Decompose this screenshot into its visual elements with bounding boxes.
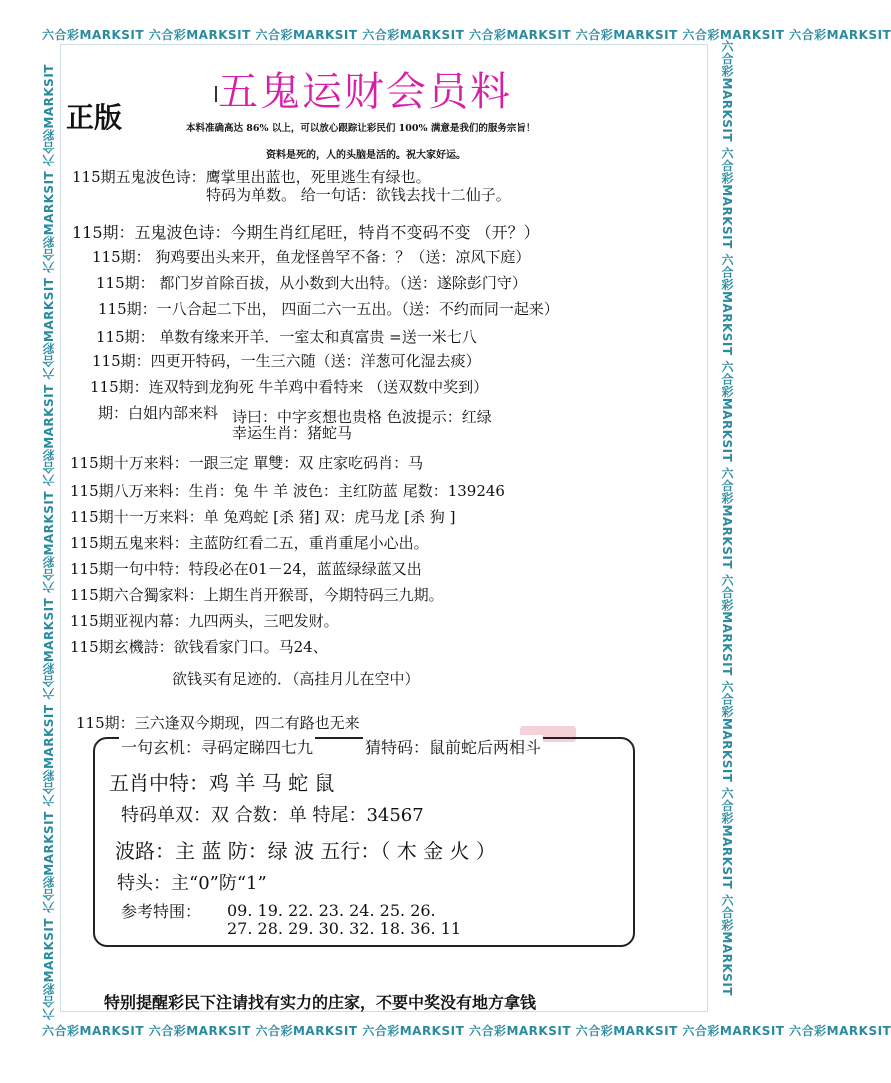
line-80k: 115期八万来料：生肖：兔 牛 羊 波色：主红防蓝 尾数：139246 [70,482,505,500]
box-five-zodiac: 五肖中特：鸡 羊 马 蛇 鼠 [109,771,335,795]
edition-label: 正版 [66,101,123,134]
box-wave: 波路：主 蓝 防：绿 波 五行：（ 木 金 火 ） [115,839,496,863]
line-exclusive: 115期六合獨家料：上期生肖开猴哥，今期特码三九期。 [70,586,444,604]
line-double: 115期：连双特到龙狗死 牛羊鸡中看特来 （送双数中奖到） [90,378,489,396]
line-mystic-poem: 115期玄機詩：欲钱看家门口。马24、 [70,638,328,656]
line-one-sentence: 115期一句中特：特段必在01－24，蓝蓝绿绿蓝又出 [70,560,422,578]
watermark-left: 六合彩MARKSIT 六合彩MARKSIT 六合彩MARKSIT 六合彩MARKSIT 六合彩MARKSIT 六合彩MARKSIT 六合彩MARKSIT 六合彩MARKSIT 六合彩MARKSIT [42,64,56,1020]
watermark-right: 六合彩MARKSIT 六合彩MARKSIT 六合彩MARKSIT 六合彩MARKSIT 六合彩MARKSIT 六合彩MARKSIT 六合彩MARKSIT 六合彩MARKSIT 六合彩MARKSIT [720,40,734,996]
line-capital: 115期： 都门岁首除百拔，从小数到大出特。（送：遂除彭门守） [96,274,527,292]
line-wave-poem-2: 115期：五鬼波色诗：今期生肖红尾旺，特肖不变码不变 （开？） [72,223,540,242]
page-title: 五鬼运财会员料 [218,69,512,115]
box-ref-label: 参考特围： [121,902,202,921]
watermark-bottom: 六合彩MARKSIT 六合彩MARKSIT 六合彩MARKSIT 六合彩MARKSIT 六合彩MARKSIT 六合彩MARKSIT 六合彩MARKSIT 六合彩MARKSIT [42,1024,891,1038]
box-one-liner: 一句玄机：寻码定睇四七九 [119,735,315,758]
line-100k: 115期十万来料：一跟三定 單雙：双 庄家吃码肖：马 [70,454,424,472]
line-odd-hint: 特码为单数。 给一句话：欲钱去找十二仙子。 [206,186,511,204]
line-one-eight: 115期：一八合起二下出， 四面二六一五出。（送：不约而同一起来） [98,300,559,318]
box-guess: 猜特码：鼠前蛇后两相斗 [363,735,543,758]
line-baijie: 期：白姐内部来料 [98,404,219,422]
box-odd-even: 特码单双：双 合数：单 特尾：34567 [121,805,424,826]
subtitle-accuracy: 本料准确高达 86% 以上，可以放心跟踪让彩民们 100% 满意是我们的服务宗旨！ [186,123,536,134]
line-fourth-watch: 115期：四更开特码，一生三六随（送：洋葱可化湿去痰） [92,352,481,370]
box-head: 特头：主“0”防“1” [117,873,267,894]
line-three-six: 115期：三六逢双今期现，四二有路也无来 [76,714,360,732]
line-footprint: 欲钱买有足迹的．（高挂月儿在空中） [172,670,420,688]
line-poem-color: 诗曰：中字亥想也贵格 色波提示：红绿 [232,408,492,426]
title-cursor-mark [215,86,217,102]
line-atv: 115期亚视内幕：九四两头，三吧发财。 [70,612,339,630]
watermark-top: 六合彩MARKSIT 六合彩MARKSIT 六合彩MARKSIT 六合彩MARKSIT 六合彩MARKSIT 六合彩MARKSIT 六合彩MARKSIT 六合彩MARKSIT [42,28,891,42]
line-110k: 115期十一万来料：单 兔鸡蛇 [杀 猪] 双：虎马龙 [杀 狗 ] [70,508,456,526]
summary-box [93,737,635,947]
line-wave-poem: 115期五鬼波色诗：鹰掌里出蓝也，死里逃生有绿也。 [72,168,431,186]
subtitle-motto: 资料是死的，人的头脑是活的。祝大家好运。 [266,150,466,161]
line-wugui: 115期五鬼来料：主蓝防红看二五，重肖重尾小心出。 [70,534,429,552]
line-lucky-zodiac: 幸运生肖：猪蛇马 [232,424,353,442]
line-odd-sheep: 115期： 单数有缘来开羊．一室太和真富贵 =送一米七八 [96,328,477,346]
footer-warning: 特别提醒彩民下注请找有实力的庄家，不要中奖没有地方拿钱 [104,993,537,1012]
box-ref-row2: 27. 28. 29. 30. 32. 18. 36. 11 [227,919,462,938]
box-ref-row1: 09. 19. 22. 23. 24. 25. 26. [227,901,436,920]
line-dog-chicken: 115期： 狗鸡要出头来开，鱼龙怪兽罕不备：？（送：凉风下庭） [92,248,531,266]
